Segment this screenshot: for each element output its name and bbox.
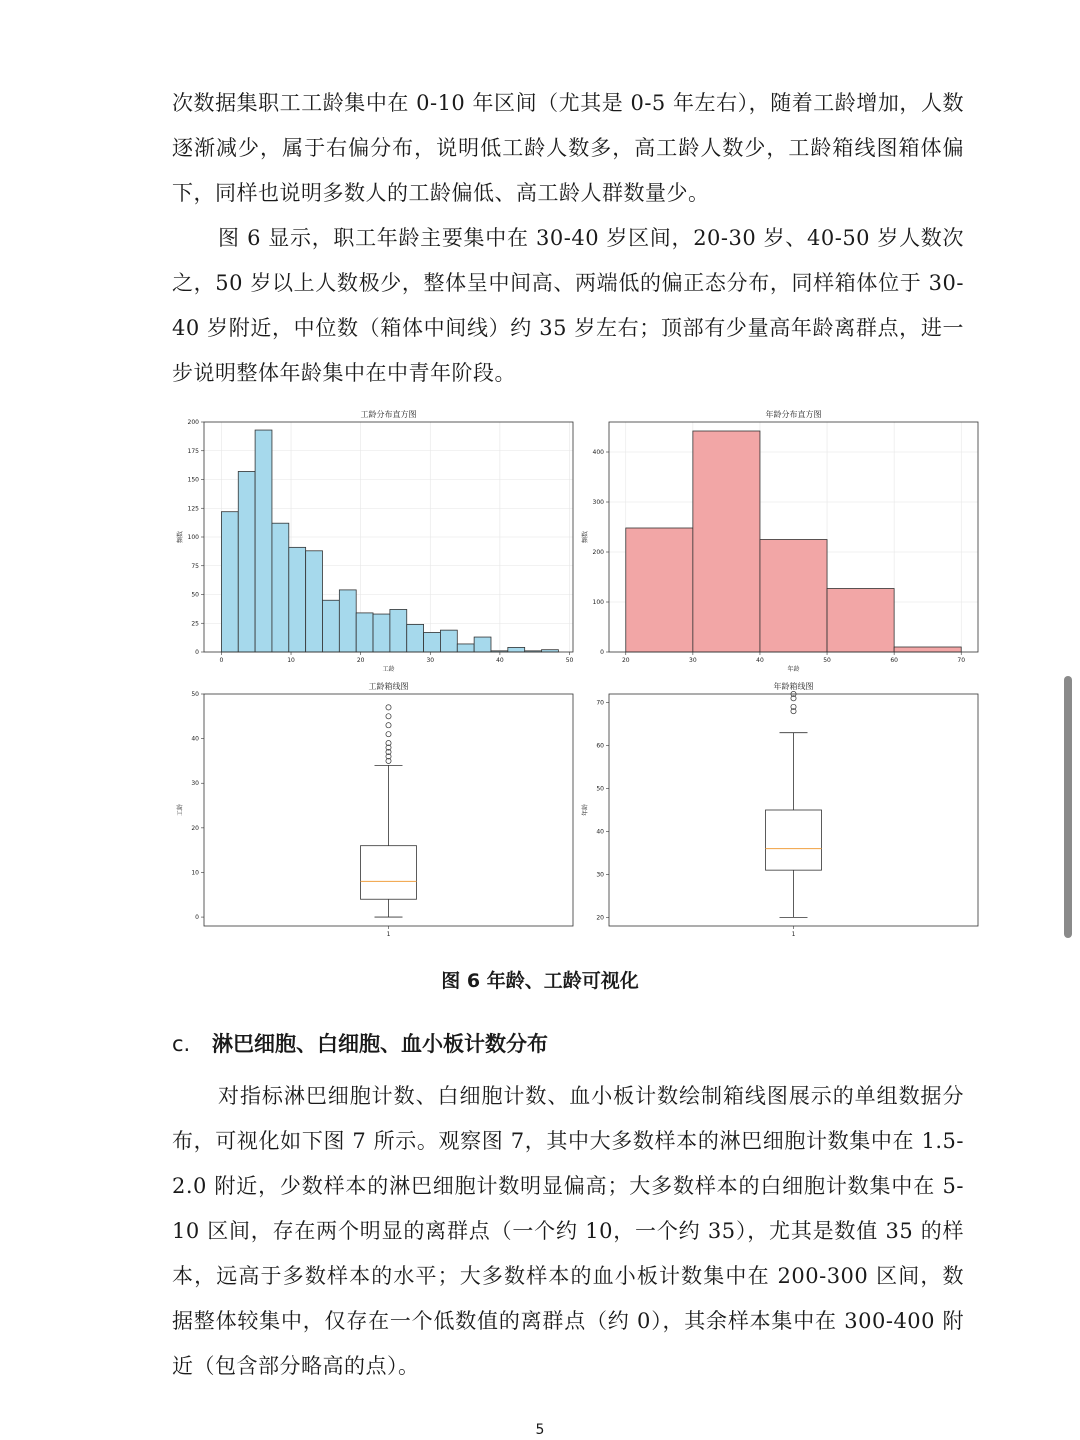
x-tick-label: 30 [689, 657, 697, 664]
histogram-bar [306, 551, 323, 652]
y-tick-label: 100 [592, 599, 604, 606]
histogram-bar [255, 430, 272, 652]
x-tick-label: 1 [791, 931, 796, 938]
chart-title: 年龄分布直方图 [765, 410, 822, 419]
y-axis-label: 频数 [582, 530, 589, 544]
y-axis-label: 工龄 [177, 803, 184, 817]
figure-6 [172, 400, 984, 940]
page-number: 5 [535, 1422, 545, 1438]
y-tick-label: 75 [191, 562, 199, 570]
y-tick-label: 20 [596, 914, 604, 922]
histogram-bar [693, 431, 760, 652]
histogram-bar [508, 647, 525, 652]
x-tick-label: 20 [356, 657, 365, 664]
histogram-bar [356, 613, 373, 652]
x-tick-label: 50 [823, 657, 831, 664]
y-tick-label: 60 [596, 742, 604, 750]
histogram-bar [373, 614, 390, 652]
chart-panel-3 [581, 681, 978, 938]
y-tick-label: 30 [596, 871, 604, 879]
section-title: 淋巴细胞、白细胞、血小板计数分布 [212, 1032, 548, 1056]
outlier-point [386, 732, 391, 737]
chart-panel-0 [176, 409, 574, 673]
y-tick-label: 50 [596, 785, 604, 793]
y-tick-label: 25 [191, 620, 199, 628]
scrollbar-thumb[interactable] [1064, 676, 1072, 938]
paragraph-text: 图 6 显示，职工年龄主要集中在 30-40 岁区间，20-30 岁、40-50 岁人数次之，50 岁以上人数极少，整体呈中间高、两端低的偏正态分布，同样箱体位于 30-40 岁附近，中位数（箱体中间线）约 35 岁左右；顶部有少量高年龄离群点，进一步说明整体年龄集中在中青年阶段。 [172, 226, 964, 385]
y-tick-label: 150 [187, 476, 199, 484]
histogram-bar [322, 600, 339, 652]
x-axis-label: 工龄 [382, 666, 395, 673]
x-tick-label: 1 [386, 931, 391, 938]
histogram-bar [626, 528, 693, 652]
y-tick-label: 0 [195, 914, 199, 922]
y-tick-label: 125 [187, 505, 199, 513]
y-tick-label: 40 [191, 735, 199, 743]
y-tick-label: 200 [592, 549, 604, 556]
chart-panel-1 [581, 409, 978, 673]
paragraph-text: 对指标淋巴细胞计数、白细胞计数、血小板计数绘制箱线图展示的单组数据分布，可视化如下图 7 所示。观察图 7，其中大多数样本的淋巴细胞计数集中在 1.5-2.0 附近，少数样本的淋巴细胞计数明显偏高；大多数样本的白细胞计数集中在 5-10 区间，存在两个明显的离群点（一个约 10，一个约 35），尤其是数值 35 的样本，远高于多数样本的水平；大多数样本的血小板计数集中在 200-300 区间，数据整体较集中，仅存在一个低数值的离群点（约 0），其余样本集中在 300-400 附近（包含部分略高的点）。 [172, 1084, 964, 1378]
histogram-bar [407, 624, 424, 652]
y-tick-label: 40 [596, 828, 604, 836]
x-tick-label: 30 [426, 657, 435, 664]
histogram-bar [238, 471, 255, 652]
chart-title: 工龄箱线图 [368, 682, 409, 691]
histogram-bar [272, 523, 289, 652]
figure-caption: 图 6 年龄、工龄可视化 [441, 970, 639, 992]
histogram-bar [457, 644, 474, 652]
x-tick-label: 20 [621, 657, 630, 664]
y-tick-label: 20 [191, 824, 199, 832]
x-axis-label: 年龄 [787, 666, 800, 673]
histogram-bar [440, 630, 457, 652]
chart-title: 年龄箱线图 [773, 682, 814, 691]
x-tick-label: 40 [496, 657, 504, 664]
y-tick-label: 300 [592, 499, 604, 506]
histogram-bar [424, 632, 441, 652]
y-tick-label: 0 [195, 649, 199, 656]
section-number: c. [172, 1032, 191, 1056]
paragraph-text: 次数据集职工工龄集中在 0-10 年区间（尤其是 0-5 年左右），随着工龄增加，人数逐渐减少，属于右偏分布，说明低工龄人数多，高工龄人数少，工龄箱线图箱体偏下，同样也说明多数人的工龄偏低、高工龄人群数量少。 [172, 91, 964, 205]
y-tick-label: 10 [191, 869, 199, 877]
box-iqr [766, 810, 822, 870]
y-tick-label: 70 [596, 699, 604, 707]
y-tick-label: 100 [187, 534, 199, 541]
y-tick-label: 50 [191, 691, 199, 698]
histogram-bar [390, 609, 407, 652]
y-tick-label: 0 [600, 649, 604, 656]
y-tick-label: 200 [187, 419, 199, 426]
histogram-bar [339, 590, 356, 652]
histogram-bar [474, 637, 491, 652]
x-tick-label: 40 [756, 657, 764, 664]
paragraph-blood-counts [172, 1074, 964, 1389]
paragraph-work-years [172, 81, 964, 216]
x-tick-label: 60 [890, 657, 898, 664]
x-tick-label: 10 [287, 657, 295, 664]
y-axis-label: 频数 [177, 530, 184, 544]
y-tick-label: 400 [592, 449, 604, 456]
figure-6-charts [172, 400, 984, 940]
y-tick-label: 175 [187, 447, 199, 455]
y-tick-label: 30 [191, 780, 199, 788]
section-heading [172, 1028, 548, 1058]
chart-panel-2 [176, 681, 573, 938]
outlier-point [386, 723, 391, 728]
paragraph-age [172, 216, 964, 396]
y-axis-label: 年龄 [582, 803, 589, 817]
box-iqr [361, 846, 417, 900]
outlier-point [386, 705, 391, 710]
outlier-point [386, 714, 391, 719]
histogram-bar [760, 540, 827, 653]
histogram-bar [894, 647, 961, 652]
histogram-bar [827, 589, 894, 653]
histogram-bar [289, 547, 306, 652]
x-tick-label: 0 [219, 657, 224, 664]
chart-title: 工龄分布直方图 [360, 410, 417, 419]
x-tick-label: 70 [957, 657, 966, 664]
histogram-bar [221, 512, 238, 652]
y-tick-label: 50 [191, 591, 199, 599]
x-tick-label: 50 [565, 657, 574, 664]
